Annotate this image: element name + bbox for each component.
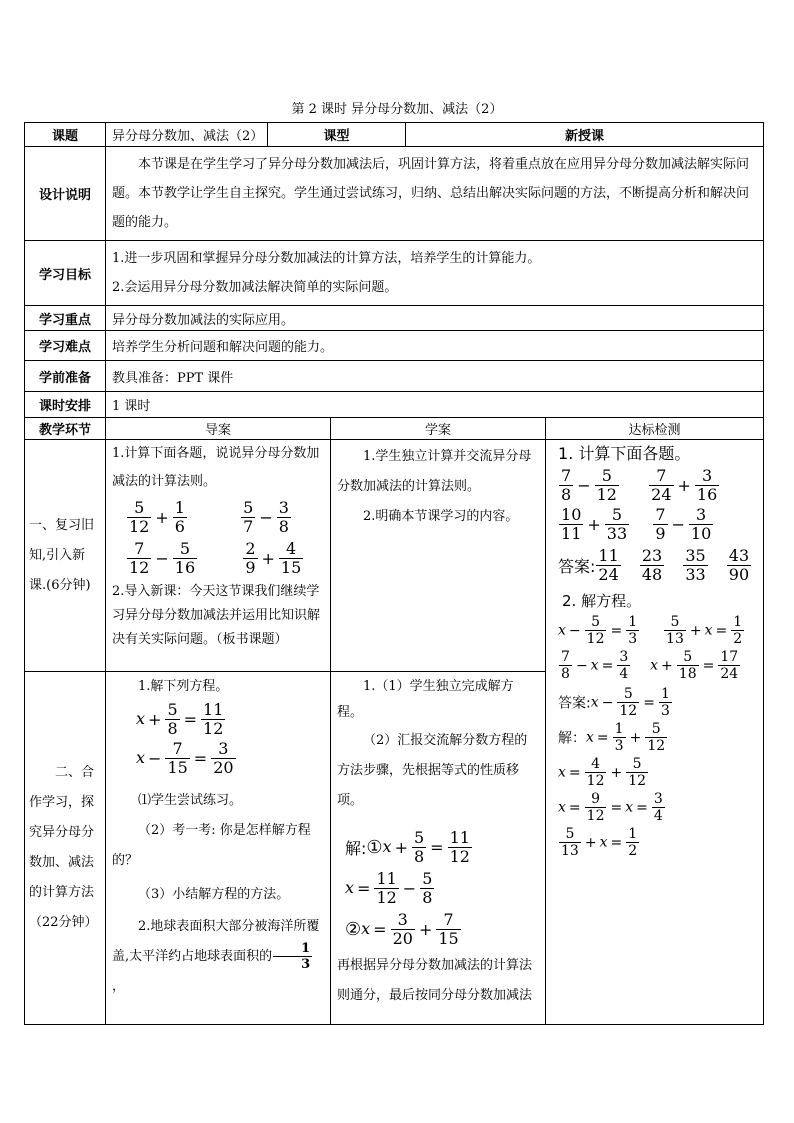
check-equations-2: $\frac{7}{8}$ − x = $\frac{3}{4}$ x + $\frac{5}{18}$ = $\frac{17}{24}$ xyxy=(561,649,739,682)
section1-row xyxy=(25,440,764,672)
design-row xyxy=(25,147,764,241)
check-answers-1: 答案: $\frac{11}{24}$ $\frac{23}{48}$ $\frac{35}{33}$ $\frac{43}{90}$ xyxy=(558,546,750,584)
s1-exercise-row-2: $\frac{7}{12}$ − $\frac{5}{16}$ $\frac{2}{9}$ + $\frac{4}{15}$ xyxy=(129,539,302,577)
type-value: 新授课 xyxy=(406,123,764,147)
s2-guide-step-3: （3）小结解方程的方法。 xyxy=(138,887,290,902)
s2-solution-1: 解:①x + $\frac{5}{8}$ = $\frac{11}{12}$ xyxy=(345,828,470,866)
schedule-row xyxy=(25,392,764,418)
col-check: 达标检测 xyxy=(546,418,764,440)
s2-guide-step-2: （2）考一考: 你是怎样解方程的？ xyxy=(112,823,311,868)
topic-row xyxy=(25,123,764,147)
check-answer-2: 答案:x − $\frac{5}{12}$ = $\frac{1}{3}$ xyxy=(558,686,670,719)
goal-item-2: 2.会运用异分母分数加减法解决简单的实际问题。 xyxy=(112,280,398,295)
s2-study-1: 1.（1）学生独立完成解方程。 xyxy=(337,679,514,720)
col-study: 学案 xyxy=(331,418,546,440)
col-stage: 教学环节 xyxy=(25,418,106,440)
type-label: 课型 xyxy=(268,123,406,147)
schedule-label: 课时安排 xyxy=(25,392,106,418)
lesson-plan-table xyxy=(24,122,764,1025)
s2-guide-task2: 2.地球表面积大部分被海洋所覆盖,太平洋约占地球表面积的 $\frac{1}{3}$ ， xyxy=(112,919,320,994)
s1-guide-intro: 1.计算下面各题，说说异分母分数加减法的计算法则。 xyxy=(112,446,320,489)
s2-solution-3: ②x = $\frac{3}{20}$ + $\frac{7}{15}$ xyxy=(345,910,459,948)
check-solve-1: 解：x = $\frac{1}{3}$ + $\frac{5}{12}$ xyxy=(558,721,666,754)
check-equations-1: x − $\frac{5}{12}$ = $\frac{1}{3}$ $\frac{5}{13}$ + x = $\frac{1}{2}$ xyxy=(558,614,743,647)
difficulty-label: 学习难点 xyxy=(25,331,106,361)
check-title-1: 1. 计算下面各题。 xyxy=(558,444,691,463)
check-solve-2: x = $\frac{4}{12}$ + $\frac{5}{12}$ xyxy=(558,756,647,789)
check-row-1: $\frac{7}{8}$ − $\frac{5}{12}$ $\frac{7}{24}$ + $\frac{3}{16}$ xyxy=(561,466,718,504)
focus-text: 异分母分数加减法的实际应用。 xyxy=(106,306,764,331)
section1-stage: 一、复习旧知,引入新课.(6分钟) xyxy=(25,440,106,672)
focus-label: 学习重点 xyxy=(25,306,106,331)
s2-guide-intro: 1.解下列方程。 xyxy=(138,679,229,694)
prep-text: 教具准备：PPT 课件 xyxy=(106,361,764,392)
s2-solution-2: x = $\frac{11}{12}$ − $\frac{5}{8}$ xyxy=(345,869,433,907)
prep-label: 学前准备 xyxy=(25,361,106,392)
design-label: 设计说明 xyxy=(25,147,106,241)
s2-equation-1: x + $\frac{5}{8}$ = $\frac{11}{12}$ xyxy=(136,700,224,738)
goals-label: 学习目标 xyxy=(25,241,106,306)
check-row-2: $\frac{10}{11}$ + $\frac{5}{33}$ $\frac{7}{9}$ − $\frac{3}{10}$ xyxy=(561,505,712,543)
section2-stage: 二、合作学习，探究异分母分数加、减法的计算方法（22分钟） xyxy=(25,672,106,1025)
goals-row xyxy=(25,241,764,306)
s1-exercise-row-1: $\frac{5}{12}$ + $\frac{1}{6}$ $\frac{5}{7}$ − $\frac{3}{8}$ xyxy=(129,498,289,536)
check-title-2: 2. 解方程。 xyxy=(562,592,642,610)
goal-item-1: 1.进一步巩固和掌握异分母分数加减法的计算方法，培养学生的计算能力。 xyxy=(112,251,541,266)
prep-row xyxy=(25,361,764,392)
focus-row xyxy=(25,306,764,331)
s2-equation-2: x − $\frac{7}{15}$ = $\frac{3}{20}$ xyxy=(136,739,234,777)
col-guide: 导案 xyxy=(106,418,331,440)
difficulty-text: 培养学生分析问题和解决问题的能力。 xyxy=(106,331,764,361)
topic-label: 课题 xyxy=(25,123,106,147)
page-title: 第 2 课时 异分母分数加、减法（2） xyxy=(291,102,503,117)
s1-guide-task2: 2.导入新课：今天这节课我们继续学习异分母分数加减法并运用比知识解决有关实际问题。（板书课题） xyxy=(112,584,321,647)
s1-study-1: 1.学生独立计算并交流异分母分数加减法的计算法则。 xyxy=(337,449,532,494)
s1-study-2: 2.明确本节课学习的内容。 xyxy=(363,509,519,524)
difficulty-row xyxy=(25,331,764,361)
design-text: 本节课是在学生学习了异分母分数加减法后，巩固计算方法，将着重点放在应用异分母分数加减法解实际问题。本节教学让学生自主探究。学生通过尝试练习，归纳、总结出解决实际问题的方法，不断提高分析和解决问题的能力。 xyxy=(106,147,764,241)
s2-study-3: 再根据异分母分数加减法的计算法则通分，最后按同分母分数加减法 xyxy=(337,958,533,1003)
columns-row xyxy=(25,418,764,440)
topic-value: 异分母分数加、减法（2） xyxy=(106,123,268,147)
check-solve-3: x = $\frac{9}{12}$ = x = $\frac{3}{4}$ xyxy=(558,791,663,824)
check-solve-4: $\frac{5}{13}$ + x = $\frac{1}{2}$ xyxy=(561,826,638,859)
s2-guide-step-1: ⑴学生尝试练习。 xyxy=(138,793,243,808)
schedule-text: 1 课时 xyxy=(106,392,764,418)
s2-study-2: （2）汇报交流解分数方程的方法步骤，先根据等式的性质移项。 xyxy=(337,733,528,808)
